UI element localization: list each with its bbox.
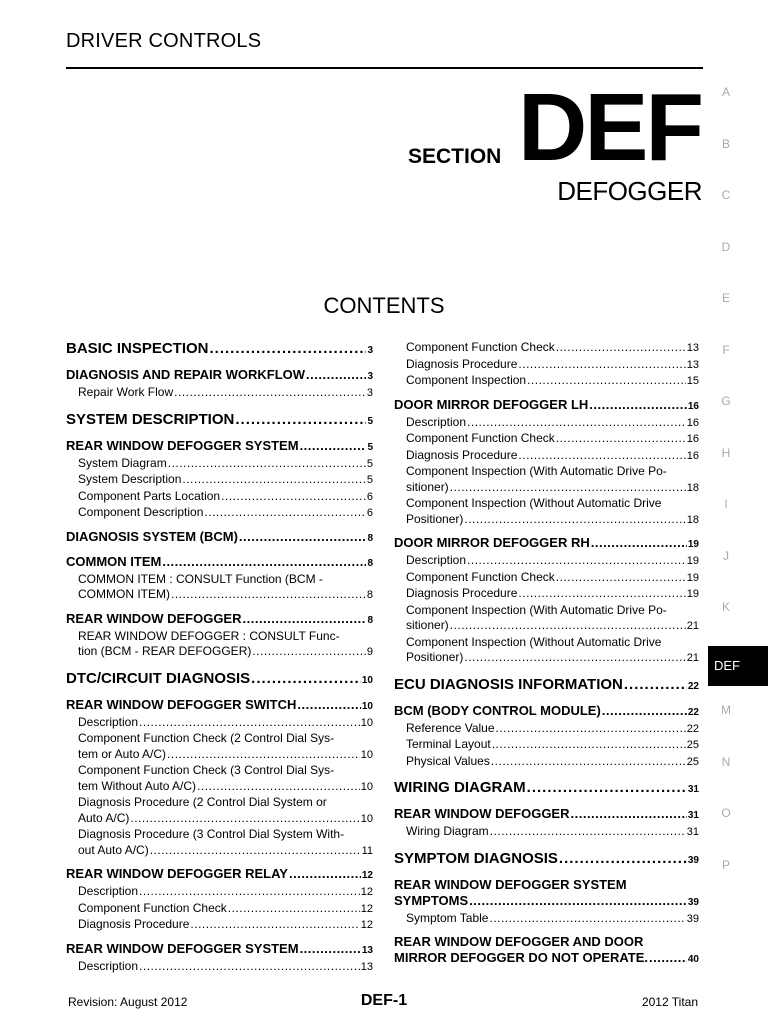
toc-entry-page: 39 xyxy=(687,854,699,866)
toc-entry-label-line: Diagnosis Procedure (2 Control Dial System or xyxy=(78,795,327,809)
dot-leader xyxy=(171,587,366,603)
section-code: DEF xyxy=(518,74,701,181)
toc-entry[interactable] xyxy=(394,415,699,432)
toc-entry-page: 8 xyxy=(367,532,373,544)
header-title: DRIVER CONTROLS xyxy=(66,30,262,52)
toc-entry[interactable] xyxy=(394,448,699,465)
toc-entry[interactable] xyxy=(66,456,373,473)
toc-entry-label: REAR WINDOW DEFOGGER RELAY xyxy=(66,866,288,881)
toc-entry-page: 5 xyxy=(366,474,373,486)
toc-entry-label: System Description xyxy=(78,472,182,486)
toc-entry-page: 3 xyxy=(367,345,373,356)
toc-entry-page: 40 xyxy=(687,954,699,965)
toc-entry-label: Terminal Layout xyxy=(406,737,491,751)
toc-entry-label: Diagnosis Procedure xyxy=(406,586,518,600)
toc-entry[interactable] xyxy=(394,603,699,635)
toc-entry-label: WIRING DIAGRAM xyxy=(394,779,526,796)
toc-entry-page: 18 xyxy=(686,481,699,494)
dot-leader xyxy=(624,676,687,694)
toc-entry[interactable] xyxy=(394,535,699,553)
section-name: DEFOGGER xyxy=(557,176,702,206)
toc-entry[interactable] xyxy=(66,715,373,732)
toc-entry-page: 3 xyxy=(367,371,373,382)
dot-leader xyxy=(221,489,366,505)
toc-entry-label: System Diagram xyxy=(78,455,167,470)
toc-entry-page: 8 xyxy=(366,589,373,601)
dot-leader xyxy=(139,715,360,731)
toc-entry-label: DIAGNOSIS SYSTEM (BCM) xyxy=(66,528,238,544)
toc-entry[interactable] xyxy=(394,877,699,911)
dot-leader xyxy=(243,611,367,627)
toc-entry[interactable] xyxy=(66,629,373,661)
toc-entry-label: DOOR MIRROR DEFOGGER LH xyxy=(394,396,589,412)
side-index-tab-p[interactable]: P xyxy=(721,857,730,872)
side-index-tab-o[interactable]: O xyxy=(721,806,731,820)
toc-entry-label: COMMON ITEM xyxy=(66,553,162,569)
toc-entry-label: REAR WINDOW DEFOGGER SWITCH xyxy=(66,696,297,712)
toc-entry-label: out Auto A/C) xyxy=(78,842,149,857)
dot-leader xyxy=(556,570,686,586)
dot-leader xyxy=(467,553,686,569)
toc-entry-page: 13 xyxy=(686,358,699,371)
toc-entry-label: Wiring Diagram xyxy=(406,824,489,838)
side-index-tab-d[interactable]: D xyxy=(721,239,731,254)
toc-entry-page: 19 xyxy=(687,539,699,550)
dot-leader xyxy=(174,385,366,401)
toc-entry[interactable] xyxy=(394,357,699,374)
toc-entry-label-line: Component Inspection (With Automatic Drive Po- xyxy=(406,464,667,478)
toc-entry[interactable] xyxy=(66,611,373,629)
toc-entry-page: 22 xyxy=(687,680,699,692)
side-index-tab-g[interactable]: G xyxy=(721,394,731,408)
toc-entry-label-line: Component Function Check (2 Control Dial Sys- xyxy=(78,731,335,745)
toc-entry-label: Description xyxy=(406,414,467,429)
toc-entry-page: 3 xyxy=(366,387,373,399)
dot-leader xyxy=(139,884,360,900)
toc-right-column xyxy=(394,340,699,968)
toc-entry[interactable] xyxy=(66,763,373,795)
toc-entry[interactable] xyxy=(66,697,373,715)
toc-entry-page: 16 xyxy=(686,449,699,462)
toc-entry-label-line: REAR WINDOW DEFOGGER AND DOOR xyxy=(394,934,644,949)
footer-page-number: DEF-1 xyxy=(360,992,408,1009)
toc-entry-label-line: REAR WINDOW DEFOGGER SYSTEM xyxy=(394,876,627,892)
toc-entry-page: 31 xyxy=(687,784,699,795)
toc-entry-label: MIRROR DEFOGGER DO NOT OPERATE. xyxy=(394,950,648,965)
toc-entry[interactable] xyxy=(66,438,373,456)
dot-leader xyxy=(496,721,686,737)
dot-leader xyxy=(492,737,686,753)
toc-entry-label: Component Description xyxy=(78,505,204,519)
toc-entry-page: 31 xyxy=(686,826,699,838)
toc-entry[interactable] xyxy=(66,941,373,959)
toc-entry-page: 21 xyxy=(686,620,699,632)
dot-leader xyxy=(556,431,686,447)
toc-entry-label: sitioner) xyxy=(406,618,449,632)
dot-leader xyxy=(518,586,685,602)
dot-leader xyxy=(450,480,686,496)
side-index-tab-h[interactable]: H xyxy=(721,445,731,460)
toc-entry[interactable] xyxy=(394,635,699,667)
toc-entry-label: Component Parts Location xyxy=(78,488,221,503)
dot-leader xyxy=(228,901,360,917)
side-index-tab-i[interactable]: I xyxy=(724,497,728,511)
side-index-tab-j[interactable]: J xyxy=(723,548,729,563)
toc-entry-page: 16 xyxy=(686,416,699,429)
toc-entry[interactable] xyxy=(66,901,373,918)
header-rule xyxy=(66,67,703,69)
toc-entry-label: REAR WINDOW DEFOGGER SYSTEM xyxy=(66,437,299,453)
toc-entry-label: REAR WINDOW DEFOGGER xyxy=(66,610,242,626)
toc-entry-page: 31 xyxy=(687,810,699,821)
dot-leader xyxy=(300,941,361,957)
toc-entry-label: DTC/CIRCUIT DIAGNOSIS xyxy=(66,669,251,687)
toc-entry-label: Positioner) xyxy=(406,650,464,664)
side-index-tab-k[interactable]: K xyxy=(721,600,730,614)
dot-leader xyxy=(190,917,359,933)
dot-leader xyxy=(489,911,685,927)
toc-entry[interactable] xyxy=(66,959,373,976)
toc-entry[interactable] xyxy=(394,676,699,696)
toc-entry-label: DOOR MIRROR DEFOGGER RH xyxy=(394,535,590,550)
toc-entry-label: BCM (BODY CONTROL MODULE) xyxy=(394,702,601,718)
toc-entry-label: Symptom Table xyxy=(406,910,489,925)
toc-entry-label: tion (BCM - REAR DEFOGGER) xyxy=(78,644,252,658)
toc-entry-page: 19 xyxy=(686,571,699,584)
dot-leader xyxy=(490,824,686,840)
toc-entry[interactable] xyxy=(66,472,373,489)
dot-leader xyxy=(130,811,359,827)
toc-entry[interactable] xyxy=(66,917,373,934)
toc-entry-label: SYMPTOMS xyxy=(394,892,469,908)
dot-leader xyxy=(559,850,687,868)
toc-entry-label: Auto A/C) xyxy=(78,810,130,825)
toc-entry-label: Description xyxy=(78,884,139,898)
toc-entry-page: 12 xyxy=(360,919,373,931)
toc-entry-label: tem Without Auto A/C) xyxy=(78,778,197,793)
toc-entry[interactable] xyxy=(394,586,699,603)
toc-entry[interactable] xyxy=(394,779,699,799)
dot-leader xyxy=(167,747,360,763)
toc-entry-page: 21 xyxy=(686,652,699,664)
toc-entry-page: 19 xyxy=(686,555,699,567)
dot-leader xyxy=(204,505,365,521)
toc-entry-label: COMMON ITEM) xyxy=(78,587,170,601)
toc-entry[interactable] xyxy=(394,397,699,415)
dot-leader xyxy=(235,411,366,429)
toc-entry-page: 18 xyxy=(686,513,699,526)
toc-entry-label: Component Function Check xyxy=(406,340,555,354)
toc-entry-page: 10 xyxy=(361,700,373,712)
side-index-tab-e[interactable]: E xyxy=(721,291,730,305)
toc-entry-page: 13 xyxy=(361,944,373,956)
toc-entry[interactable] xyxy=(66,489,373,506)
toc-entry[interactable] xyxy=(394,721,699,738)
toc-entry[interactable] xyxy=(394,431,699,448)
toc-entry-page: 16 xyxy=(687,400,699,412)
toc-entry[interactable] xyxy=(394,496,699,528)
toc-entry[interactable] xyxy=(394,850,699,870)
dot-leader xyxy=(469,893,687,909)
toc-entry-page: 22 xyxy=(687,706,699,718)
toc-entry[interactable] xyxy=(66,572,373,604)
toc-entry[interactable] xyxy=(66,505,373,522)
toc-entry-page: 6 xyxy=(366,507,373,519)
dot-leader xyxy=(252,644,366,660)
toc-entry-page: 39 xyxy=(687,896,699,908)
toc-entry[interactable] xyxy=(394,373,699,390)
toc-entry-label: SYMPTOM DIAGNOSIS xyxy=(394,849,558,867)
dot-leader xyxy=(491,754,686,770)
toc-entry[interactable] xyxy=(394,340,699,357)
dot-leader xyxy=(251,670,361,688)
toc-entry-page: 5 xyxy=(367,415,373,427)
toc-entry[interactable] xyxy=(394,754,699,771)
toc-entry-label: Component Function Check xyxy=(78,900,227,915)
side-index-tab-m[interactable]: M xyxy=(721,703,731,717)
toc-entry-page: 19 xyxy=(686,588,699,600)
dot-leader xyxy=(464,650,685,666)
toc-entry-label: DIAGNOSIS AND REPAIR WORKFLOW xyxy=(66,367,306,382)
toc-entry-page: 10 xyxy=(360,812,373,825)
toc-entry-page: 16 xyxy=(686,433,699,445)
toc-entry-label: Diagnosis Procedure xyxy=(406,356,518,371)
toc-entry-label: SYSTEM DESCRIPTION xyxy=(66,410,235,428)
toc-entry[interactable] xyxy=(394,553,699,570)
dot-leader xyxy=(589,397,687,413)
dot-leader xyxy=(518,357,685,373)
dot-leader xyxy=(527,373,686,389)
toc-entry-label: Description xyxy=(406,553,467,567)
toc-entry-page: 10 xyxy=(361,674,373,686)
toc-entry-page: 9 xyxy=(366,646,373,658)
dot-leader xyxy=(239,529,367,545)
toc-entry[interactable] xyxy=(66,670,373,690)
toc-entry-page: 13 xyxy=(360,960,373,973)
toc-entry[interactable] xyxy=(394,570,699,587)
side-index-tab-n[interactable]: N xyxy=(721,754,731,769)
dot-leader xyxy=(297,697,360,713)
toc-entry[interactable] xyxy=(66,827,373,859)
toc-entry-label: REAR WINDOW DEFOGGER SYSTEM xyxy=(66,940,299,956)
toc-entry[interactable] xyxy=(394,934,699,968)
dot-leader xyxy=(139,959,360,975)
toc-entry-page: 15 xyxy=(686,375,699,387)
toc-entry-page: 5 xyxy=(367,441,373,453)
dot-leader xyxy=(162,554,366,570)
toc-entry-label: REAR WINDOW DEFOGGER xyxy=(394,806,570,821)
dot-leader xyxy=(300,438,367,454)
toc-entry[interactable] xyxy=(66,554,373,572)
dot-leader xyxy=(450,618,686,634)
toc-entry[interactable] xyxy=(394,911,699,928)
toc-entry-label: Repair Work Flow xyxy=(78,385,174,399)
toc-entry-label-line: Component Inspection (With Automatic Drive Po- xyxy=(406,602,667,617)
dot-leader xyxy=(518,448,685,464)
toc-entry[interactable] xyxy=(394,737,699,754)
toc-entry-label-line: Diagnosis Procedure (3 Control Dial System With- xyxy=(78,827,345,841)
dot-leader xyxy=(306,367,366,383)
toc-entry-page: 25 xyxy=(686,755,699,768)
toc-entry-label: Diagnosis Procedure xyxy=(78,917,190,931)
toc-entry-label: Description xyxy=(78,714,139,729)
toc-entry-label: sitioner) xyxy=(406,479,449,494)
toc-entry-label: Component Function Check xyxy=(406,569,555,584)
toc-entry-page: 8 xyxy=(367,614,373,626)
toc-entry[interactable] xyxy=(394,806,699,824)
dot-leader xyxy=(150,843,361,859)
toc-entry-label-line: Component Inspection (Without Automatic Drive xyxy=(406,634,662,649)
dot-leader xyxy=(210,340,367,358)
toc-entry[interactable] xyxy=(66,884,373,901)
dot-leader xyxy=(571,806,687,822)
toc-entry[interactable] xyxy=(66,529,373,547)
toc-entry-label: Diagnosis Procedure xyxy=(406,447,518,462)
dot-leader xyxy=(464,512,685,528)
dot-leader xyxy=(602,703,687,719)
toc-entry-page: 25 xyxy=(686,739,699,751)
toc-entry-label: BASIC INSPECTION xyxy=(66,340,209,357)
toc-entry-page: 8 xyxy=(367,557,373,569)
toc-entry-label-line: REAR WINDOW DEFOGGER : CONSULT Func- xyxy=(78,628,340,643)
toc-entry-page: 6 xyxy=(366,490,373,503)
toc-entry-label: tem or Auto A/C) xyxy=(78,746,167,761)
toc-entry-page: 12 xyxy=(360,902,373,915)
toc-entry-page: 12 xyxy=(360,886,373,898)
toc-entry-label: ECU DIAGNOSIS INFORMATION xyxy=(394,675,623,693)
toc-entry-label: Component Function Check xyxy=(406,431,555,445)
toc-entry[interactable] xyxy=(394,464,699,496)
toc-entry-page: 11 xyxy=(361,844,373,857)
side-index-tab-b[interactable]: B xyxy=(721,136,730,151)
toc-entry-page: 10 xyxy=(360,716,373,729)
dot-leader xyxy=(649,950,687,966)
toc-entry[interactable] xyxy=(66,731,373,763)
toc-entry-label: Component Inspection xyxy=(406,373,527,387)
toc-entry[interactable] xyxy=(66,385,373,402)
section-word: SECTION xyxy=(408,145,502,168)
side-index-tab-a[interactable]: A xyxy=(721,85,730,99)
toc-entry-label-line: COMMON ITEM : CONSULT Function (BCM - xyxy=(78,571,323,586)
side-index-tab-def[interactable]: DEF xyxy=(708,646,768,686)
toc-entry-page: 13 xyxy=(686,342,699,354)
toc-entry[interactable] xyxy=(66,866,373,884)
contents-title: CONTENTS xyxy=(323,293,445,318)
toc-entry[interactable] xyxy=(394,703,699,721)
toc-entry-page: 22 xyxy=(686,722,699,735)
dot-leader xyxy=(168,456,366,472)
toc-entry-page: 10 xyxy=(360,780,373,793)
toc-entry-label: Description xyxy=(78,958,139,973)
toc-entry-label-line: Component Inspection (Without Automatic Drive xyxy=(406,496,662,510)
dot-leader xyxy=(289,866,361,882)
dot-leader xyxy=(467,415,686,431)
toc-entry-label: Positioner) xyxy=(406,511,464,526)
toc-entry-label: Reference Value xyxy=(406,720,495,735)
dot-leader xyxy=(556,340,686,356)
dot-leader xyxy=(182,472,366,488)
toc-entry[interactable] xyxy=(66,795,373,827)
toc-entry-page: 12 xyxy=(361,870,373,881)
toc-entry-label-line: Component Function Check (3 Control Dial Sys- xyxy=(78,763,335,777)
dot-leader xyxy=(591,535,687,551)
toc-entry-page: 10 xyxy=(360,748,373,761)
toc-entry[interactable] xyxy=(66,367,373,385)
dot-leader xyxy=(197,779,360,795)
dot-leader xyxy=(527,779,687,797)
toc-entry-page: 39 xyxy=(686,912,699,925)
toc-entry-page: 5 xyxy=(366,457,373,470)
toc-left-column xyxy=(66,340,373,975)
footer-model: 2012 Titan xyxy=(641,995,698,1009)
toc-entry[interactable] xyxy=(66,340,373,360)
toc-entry[interactable] xyxy=(394,824,699,841)
toc-entry[interactable] xyxy=(66,411,373,431)
side-index-tab-c[interactable]: C xyxy=(721,188,731,202)
footer-revision: Revision: August 2012 xyxy=(68,995,188,1009)
side-index-tab-f[interactable]: F xyxy=(722,342,730,357)
toc-entry-label: Physical Values xyxy=(406,753,490,768)
